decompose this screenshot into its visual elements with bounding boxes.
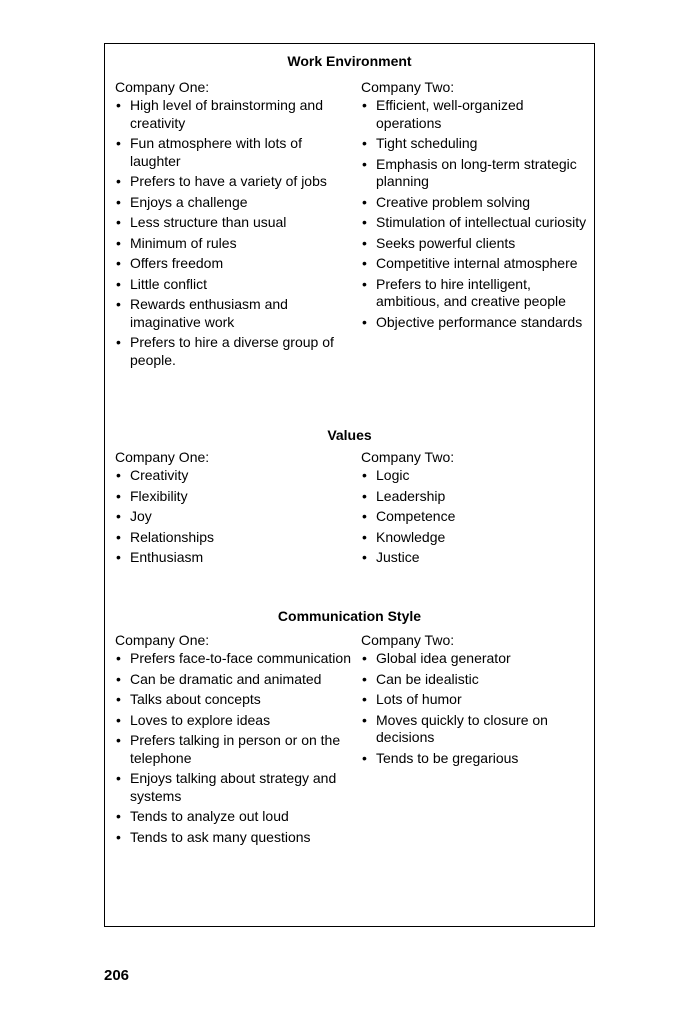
bullet-icon: • <box>116 135 121 151</box>
bullet-icon: • <box>116 650 121 666</box>
company-two-column <box>361 448 587 570</box>
company-one-heading: Company One: <box>115 632 210 648</box>
list-item: • Prefers to have a variety of jobs <box>116 173 327 189</box>
company-two-list <box>361 97 587 331</box>
list-item: • Seeks powerful clients <box>362 234 516 251</box>
list-item: • Moves quickly to closure on decisions <box>362 711 548 745</box>
bullet-icon: • <box>116 234 121 251</box>
company-two-heading: Company Two: <box>361 632 455 648</box>
bullet-icon: • <box>116 549 121 565</box>
list-item: • Justice <box>362 549 420 565</box>
company-two-column <box>361 631 587 849</box>
list-item: • Tends to ask many questions <box>116 828 311 845</box>
bullet-icon: • <box>362 255 367 271</box>
list-item: • Relationships <box>116 528 215 545</box>
bullet-icon: • <box>116 528 121 545</box>
bullet-icon: • <box>362 508 367 524</box>
company-two-heading: Company Two: <box>361 449 455 465</box>
company-one-list <box>115 97 351 369</box>
company-one-column <box>115 631 351 849</box>
bullet-icon: • <box>362 155 367 172</box>
list-item: • Joy <box>116 508 152 524</box>
list-item: • Objective performance standards <box>362 313 583 330</box>
section-title: Values <box>327 427 372 443</box>
bullet-icon: • <box>116 711 121 728</box>
list-item: • Little conflict <box>116 275 208 292</box>
section-communication-style <box>105 607 594 849</box>
company-one-heading: Company One: <box>115 449 210 465</box>
company-two-column <box>361 78 587 372</box>
list-item: • Prefers to hire a diverse group of people. <box>116 334 334 368</box>
section-title: Communication Style <box>277 608 422 624</box>
bullet-icon: • <box>116 255 121 271</box>
bullet-icon: • <box>362 234 367 251</box>
bullet-icon: • <box>116 808 121 824</box>
bullet-icon: • <box>362 528 367 545</box>
list-item: • Competence <box>362 508 456 524</box>
list-item: • Creativity <box>116 467 189 483</box>
list-item: • Prefers talking in person or on the telephone <box>116 732 341 766</box>
bullet-icon: • <box>362 214 367 230</box>
bullet-icon: • <box>116 275 121 292</box>
bullet-icon: • <box>116 334 121 350</box>
bullet-icon: • <box>116 467 121 483</box>
list-item: • Can be idealistic <box>362 670 479 687</box>
bullet-icon: • <box>362 549 367 565</box>
bullet-icon: • <box>362 135 367 151</box>
bullet-icon: • <box>116 487 121 504</box>
list-item: • Knowledge <box>362 528 446 545</box>
bullet-icon: • <box>116 508 121 524</box>
list-item: • Can be dramatic and animated <box>116 670 322 687</box>
bullet-icon: • <box>362 749 367 766</box>
list-item: • Stimulation of intellectual curiosity <box>362 214 587 230</box>
list-item: • Less structure than usual <box>116 214 287 230</box>
company-one-list <box>115 650 351 846</box>
company-two-heading: Company Two: <box>361 79 455 95</box>
company-one-column <box>115 78 351 372</box>
bullet-icon: • <box>362 711 367 728</box>
list-item: • Efficient, well-organized operations <box>362 97 524 131</box>
section-values <box>105 426 594 570</box>
list-item: • Tends to be gregarious <box>362 749 519 766</box>
bullet-icon: • <box>362 97 367 113</box>
list-item: • Tight scheduling <box>362 135 478 151</box>
list-item: • Enjoys talking about strategy and systems <box>116 770 337 804</box>
list-item: • Logic <box>362 467 410 483</box>
bullet-icon: • <box>116 732 121 748</box>
company-two-list <box>361 650 587 767</box>
bullet-icon: • <box>116 173 121 189</box>
company-one-heading: Company One: <box>115 79 210 95</box>
list-item: • High level of brainstorming and creativity <box>116 97 323 131</box>
section-work-environment <box>105 52 594 372</box>
company-two-list <box>361 467 587 567</box>
list-item: • Talks about concepts <box>116 691 261 707</box>
list-item: • Offers freedom <box>116 255 224 271</box>
bullet-icon: • <box>362 275 367 292</box>
list-item: • Prefers to hire intelligent, ambitious, and creative people <box>362 275 566 309</box>
list-item: • Prefers face-to-face communication <box>116 650 351 666</box>
page-number: 206 <box>104 967 130 984</box>
bullet-icon: • <box>116 828 121 845</box>
list-item: • Minimum of rules <box>116 234 237 251</box>
list-item: • Flexibility <box>116 487 188 504</box>
list-item: • Tends to analyze out loud <box>116 808 289 824</box>
bullet-icon: • <box>362 650 367 666</box>
list-item: • Creative problem solving <box>362 193 531 210</box>
bullet-icon: • <box>116 97 121 113</box>
company-one-list <box>115 467 351 567</box>
section-title: Work Environment <box>287 53 412 69</box>
company-one-column <box>115 448 351 570</box>
list-item: • Competitive internal atmosphere <box>362 255 578 271</box>
bullet-icon: • <box>116 770 121 786</box>
list-item: • Loves to explore ideas <box>116 711 271 728</box>
bullet-icon: • <box>362 691 367 707</box>
bullet-icon: • <box>116 691 121 707</box>
list-item: • Enjoys a challenge <box>116 193 248 210</box>
list-item: • Lots of humor <box>362 691 462 707</box>
bullet-icon: • <box>116 193 121 210</box>
bullet-icon: • <box>116 296 121 312</box>
bullet-icon: • <box>362 193 367 210</box>
list-item: • Leadership <box>362 487 446 504</box>
bullet-icon: • <box>116 670 121 687</box>
bullet-icon: • <box>116 214 121 230</box>
bullet-icon: • <box>362 467 367 483</box>
bullet-icon: • <box>362 670 367 687</box>
list-item: • Fun atmosphere with lots of laughter <box>116 135 302 169</box>
content-frame <box>104 43 595 927</box>
list-item: • Enthusiasm <box>116 549 204 565</box>
list-item: • Rewards enthusiasm and imaginative work <box>116 296 288 330</box>
list-item: • Emphasis on long-term strategic planning <box>362 155 577 189</box>
list-item: • Global idea generator <box>362 650 511 666</box>
bullet-icon: • <box>362 487 367 504</box>
bullet-icon: • <box>362 313 367 330</box>
